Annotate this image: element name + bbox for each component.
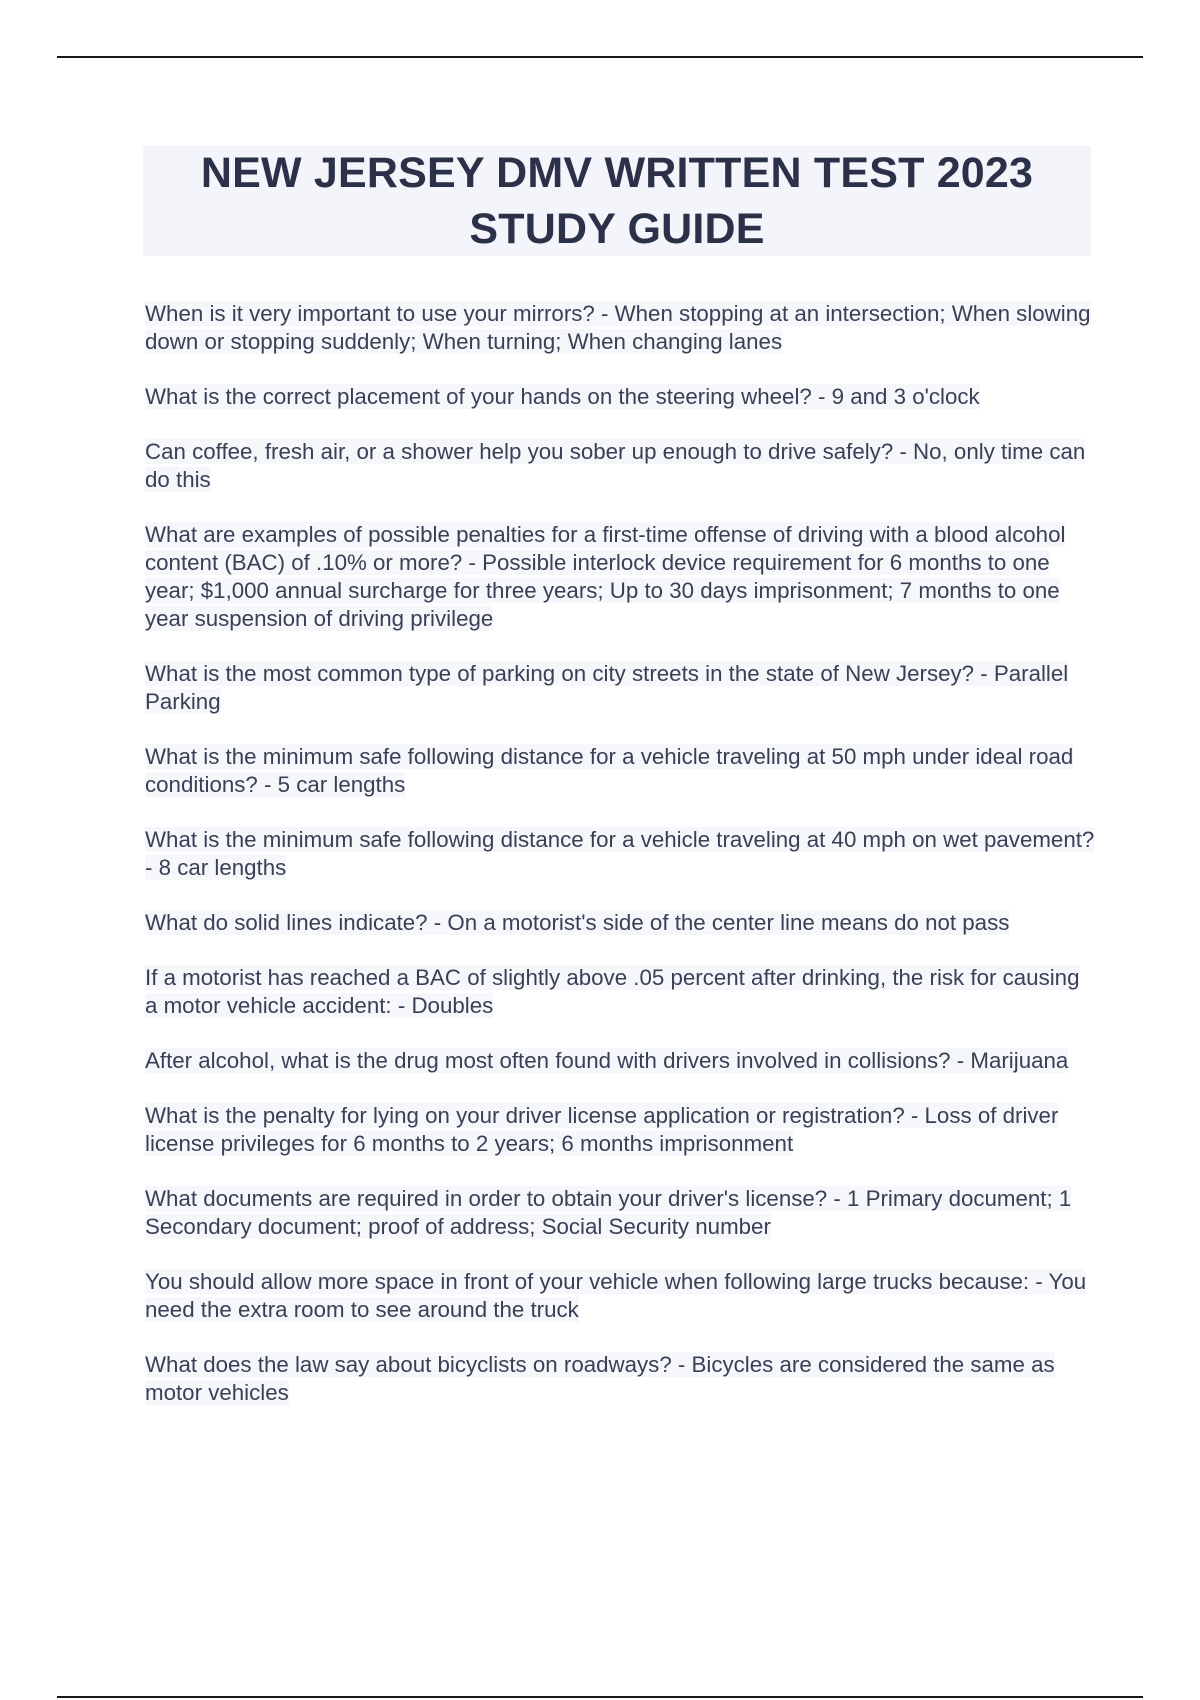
qa-item <box>145 300 1095 356</box>
qa-text: What does the law say about bicyclists on roadways? - Bicycles are considered the same as motor vehicles <box>145 1352 1055 1405</box>
qa-item <box>145 964 1095 1020</box>
qa-item <box>145 826 1095 882</box>
qa-text: What documents are required in order to obtain your driver's license? - 1 Primary document; 1 Secondary document; proof of address; Social Security number <box>145 1186 1072 1239</box>
qa-item <box>145 909 1095 937</box>
qa-item <box>145 1185 1095 1241</box>
qa-list <box>145 300 1095 1434</box>
qa-text: When is it very important to use your mirrors? - When stopping at an intersection; When slowing down or stopping suddenly; When turning; When changing lanes <box>145 301 1091 354</box>
title-block <box>143 146 1091 256</box>
qa-text: What is the correct placement of your hands on the steering wheel? - 9 and 3 o'clock <box>145 384 980 409</box>
qa-text: Can coffee, fresh air, or a shower help you sober up enough to drive safely? - No, only time can do this <box>145 439 1086 492</box>
qa-text: What is the minimum safe following distance for a vehicle traveling at 50 mph under ideal road conditions? - 5 car lengths <box>145 744 1074 797</box>
qa-text: What is the minimum safe following distance for a vehicle traveling at 40 mph on wet pavement? - 8 car lengths <box>145 827 1095 880</box>
qa-item <box>145 743 1095 799</box>
qa-item <box>145 1102 1095 1158</box>
qa-text: What are examples of possible penalties for a first-time offense of driving with a blood alcohol content (BAC) of .10% or more? - Possible interlock device requirement for 6 months to one year; $1,000 annual surcharge for three years; Up to 30 days imprisonment; 7 months to one year suspension of driving privilege <box>145 522 1066 631</box>
qa-item <box>145 438 1095 494</box>
qa-item <box>145 1351 1095 1407</box>
qa-item <box>145 383 1095 411</box>
title-line-1: NEW JERSEY DMV WRITTEN TEST 2023 <box>200 149 1034 197</box>
qa-text: You should allow more space in front of your vehicle when following large trucks because: - You need the extra room to see around the truck <box>145 1269 1087 1322</box>
qa-item <box>145 660 1095 716</box>
qa-text: If a motorist has reached a BAC of slightly above .05 percent after drinking, the risk for causing a motor vehicle accident: - Doubles <box>145 965 1080 1018</box>
qa-item <box>145 521 1095 633</box>
title-line-2: STUDY GUIDE <box>469 205 765 253</box>
qa-item <box>145 1268 1095 1324</box>
qa-text: What is the most common type of parking on city streets in the state of New Jersey? - Parallel Parking <box>145 661 1069 714</box>
qa-text: After alcohol, what is the drug most often found with drivers involved in collisions? - Marijuana <box>145 1048 1069 1073</box>
qa-text: What do solid lines indicate? - On a motorist's side of the center line means do not pass <box>145 910 1010 935</box>
qa-item <box>145 1047 1095 1075</box>
footer-divider <box>57 1696 1143 1698</box>
header-divider <box>57 56 1143 58</box>
qa-text: What is the penalty for lying on your driver license application or registration? - Loss of driver license privileges for 6 months to 2 years; 6 months imprisonment <box>145 1103 1059 1156</box>
page-title <box>201 145 1033 257</box>
